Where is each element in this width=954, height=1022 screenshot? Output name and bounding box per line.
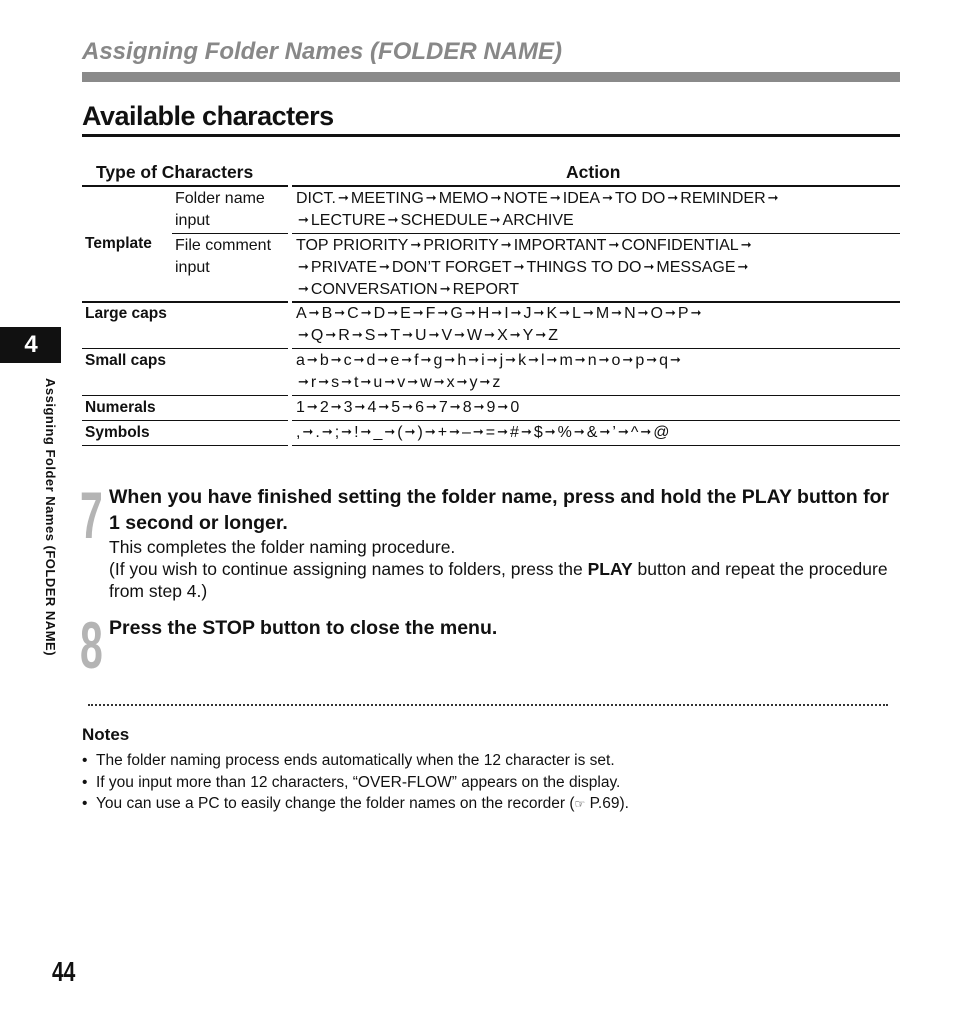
character-item: TO DO <box>615 190 666 207</box>
arrow-right-icon: ➞ <box>298 259 309 274</box>
character-item: z <box>492 374 501 391</box>
character-item: 4 <box>367 399 377 416</box>
action-small-caps <box>296 350 900 394</box>
character-item: 7 <box>438 399 448 416</box>
action-line <box>296 279 900 301</box>
arrow-right-icon: ➞ <box>528 352 539 367</box>
arrow-right-icon: ➞ <box>456 374 468 389</box>
arrow-right-icon: ➞ <box>486 352 498 367</box>
arrow-right-icon: ➞ <box>360 305 372 320</box>
note-page-ref: P.69). <box>585 795 629 812</box>
character-item: LECTURE <box>310 212 386 229</box>
arrow-right-icon: ➞ <box>608 237 620 252</box>
arrow-right-icon: ➞ <box>643 259 655 274</box>
character-item: t <box>354 374 359 391</box>
action-numerals <box>296 397 900 419</box>
arrow-right-icon: ➞ <box>439 281 451 296</box>
arrow-right-icon: ➞ <box>351 327 363 342</box>
arrow-right-icon: ➞ <box>360 374 372 389</box>
character-item: 0 <box>510 399 520 416</box>
note-item: • You can use a PC to easily change the folder names on the recorder (☞ P.69). <box>82 795 629 812</box>
arrow-right-icon: ➞ <box>513 259 525 274</box>
arrow-right-icon: ➞ <box>410 237 422 252</box>
arrow-right-icon: ➞ <box>298 327 309 342</box>
character-item: IDEA <box>562 190 601 207</box>
character-item: # <box>510 424 519 441</box>
arrow-right-icon: ➞ <box>384 424 396 439</box>
character-item: V <box>441 327 453 344</box>
character-item: P <box>677 305 689 322</box>
character-item: ) <box>417 424 423 441</box>
col-header-action: Action <box>566 162 621 182</box>
character-item: K <box>546 305 558 322</box>
arrow-right-icon: ➞ <box>449 399 461 414</box>
arrow-right-icon: ➞ <box>546 352 558 367</box>
step-number-7: 7 <box>80 478 103 552</box>
character-item: CONVERSATION <box>310 281 438 298</box>
character-item: A <box>296 305 307 322</box>
notes-title: Notes <box>82 725 130 744</box>
character-item: Q <box>310 327 324 344</box>
row-divider <box>82 445 288 446</box>
arrow-right-icon: ➞ <box>454 327 466 342</box>
subrow-label-folder-name: Folder name input <box>175 190 265 229</box>
character-item: c <box>343 352 352 369</box>
arrow-right-icon: ➞ <box>740 237 752 252</box>
arrow-right-icon: ➞ <box>437 305 449 320</box>
play-keyword: PLAY <box>587 559 633 579</box>
note-item: • The folder naming process ends automatically when the 12 character is set. <box>82 750 900 772</box>
character-item: i <box>481 352 485 369</box>
character-item: SCHEDULE <box>400 212 488 229</box>
character-item: 5 <box>391 399 401 416</box>
character-item: n <box>587 352 597 369</box>
arrow-right-icon: ➞ <box>598 352 610 367</box>
arrow-right-icon: ➞ <box>306 399 318 414</box>
arrow-right-icon: ➞ <box>428 327 440 342</box>
character-item: @ <box>653 424 670 441</box>
action-line <box>296 303 900 325</box>
arrow-right-icon: ➞ <box>582 305 594 320</box>
action-line <box>296 235 900 257</box>
character-item: L <box>572 305 581 322</box>
character-item: C <box>347 305 359 322</box>
arrow-right-icon: ➞ <box>640 424 652 439</box>
character-item: TOP PRIORITY <box>296 237 409 254</box>
character-item: = <box>485 424 496 441</box>
action-line <box>296 372 900 394</box>
arrow-right-icon: ➞ <box>573 424 585 439</box>
action-line <box>296 397 900 419</box>
character-item: ’ <box>612 424 616 441</box>
arrow-right-icon: ➞ <box>387 305 399 320</box>
character-item: 6 <box>415 399 424 416</box>
character-item: Z <box>548 327 558 344</box>
note-text: The folder naming process ends automatically when the 12 character is set. <box>96 752 615 769</box>
arrow-right-icon: ➞ <box>670 352 681 367</box>
arrow-right-icon: ➞ <box>387 212 399 227</box>
character-item: REPORT <box>452 281 520 298</box>
step-7-line <box>109 558 900 602</box>
action-folder-name <box>296 188 900 232</box>
row-divider <box>292 233 900 234</box>
character-item: U <box>415 327 427 344</box>
arrow-right-icon: ➞ <box>338 190 349 205</box>
character-item: ! <box>354 424 359 441</box>
character-item: $ <box>533 424 543 441</box>
action-large-caps <box>296 303 900 347</box>
action-symbols <box>296 422 900 444</box>
heading-rule <box>82 134 900 137</box>
row-label-small-caps: Small caps <box>85 352 166 369</box>
arrow-right-icon: ➞ <box>479 374 491 389</box>
character-item: e <box>390 352 400 369</box>
arrow-right-icon: ➞ <box>622 352 634 367</box>
row-divider <box>292 420 900 421</box>
character-item: MEETING <box>350 190 424 207</box>
note-text: If you input more than 12 characters, “OVER-FLOW” appears on the display. <box>96 773 621 791</box>
character-item: PRIVATE <box>310 259 377 276</box>
row-label-symbols: Symbols <box>85 424 150 441</box>
character-item: R <box>338 327 350 344</box>
character-item: S <box>364 327 376 344</box>
character-item: + <box>437 424 448 441</box>
character-item: O <box>650 305 663 322</box>
character-item: ^ <box>630 424 639 441</box>
col-header-type: Type of Characters <box>96 162 254 182</box>
page-heading: Available characters <box>82 101 334 131</box>
character-item: g <box>433 352 443 369</box>
character-item: m <box>559 352 573 369</box>
arrow-right-icon: ➞ <box>360 424 372 439</box>
character-item: DICT. <box>296 190 336 207</box>
arrow-right-icon: ➞ <box>412 305 424 320</box>
character-item: D <box>373 305 386 322</box>
arrow-right-icon: ➞ <box>318 374 330 389</box>
arrow-right-icon: ➞ <box>306 352 318 367</box>
arrow-right-icon: ➞ <box>298 374 309 389</box>
arrow-right-icon: ➞ <box>665 305 676 320</box>
step-8-title-text: Press the <box>109 617 203 639</box>
notes-list <box>82 750 900 816</box>
character-item: u <box>373 374 383 391</box>
step-7-title-text: button for 1 second or longer. <box>109 486 890 534</box>
arrow-right-icon: ➞ <box>404 424 416 439</box>
character-item: % <box>557 424 572 441</box>
arrow-right-icon: ➞ <box>402 399 414 414</box>
arrow-right-icon: ➞ <box>767 190 779 205</box>
step-7-line: This completes the folder naming procedure. <box>109 537 456 557</box>
arrow-right-icon: ➞ <box>449 424 460 439</box>
character-item: CONFIDENTIAL <box>621 237 739 254</box>
arrow-right-icon: ➞ <box>384 374 396 389</box>
arrow-right-icon: ➞ <box>535 327 547 342</box>
character-item: b <box>319 352 329 369</box>
character-item: E <box>400 305 411 322</box>
action-line <box>296 350 900 372</box>
arrow-right-icon: ➞ <box>549 190 561 205</box>
character-item: H <box>477 305 490 322</box>
arrow-right-icon: ➞ <box>617 424 629 439</box>
character-item: k <box>518 352 527 369</box>
character-item: y <box>469 374 478 391</box>
character-item: s <box>331 374 340 391</box>
row-divider <box>82 348 288 349</box>
character-item: NOTE <box>503 190 548 207</box>
character-item: M <box>595 305 610 322</box>
arrow-right-icon: ➞ <box>353 352 365 367</box>
character-item: r <box>310 374 317 391</box>
arrow-right-icon: ➞ <box>473 399 485 414</box>
character-item: N <box>624 305 636 322</box>
character-item: ARCHIVE <box>502 212 574 229</box>
arrow-right-icon: ➞ <box>341 374 353 389</box>
arrow-right-icon: ➞ <box>520 424 532 439</box>
character-item: 8 <box>462 399 472 416</box>
character-item: DON’T FORGET <box>391 259 512 276</box>
arrow-right-icon: ➞ <box>533 305 545 320</box>
arrow-right-icon: ➞ <box>425 399 437 414</box>
arrow-right-icon: ➞ <box>468 352 480 367</box>
arrow-right-icon: ➞ <box>378 399 390 414</box>
stop-keyword: STOP <box>202 617 255 639</box>
arrow-right-icon: ➞ <box>425 190 437 205</box>
arrow-right-icon: ➞ <box>637 305 649 320</box>
arrow-right-icon: ➞ <box>737 259 749 274</box>
arrow-right-icon: ➞ <box>379 259 390 274</box>
arrow-right-icon: ➞ <box>330 399 342 414</box>
step-7-body <box>109 536 900 602</box>
step-7-title <box>109 484 900 536</box>
character-item: PRIORITY <box>423 237 499 254</box>
arrow-right-icon: ➞ <box>500 237 512 252</box>
character-item: p <box>635 352 645 369</box>
arrow-right-icon: ➞ <box>298 212 309 227</box>
character-item: x <box>446 374 455 391</box>
arrow-right-icon: ➞ <box>611 305 623 320</box>
character-item: G <box>450 305 463 322</box>
character-item: W <box>467 327 483 344</box>
character-item: . <box>315 424 320 441</box>
arrow-right-icon: ➞ <box>510 305 522 320</box>
dotted-separator <box>88 704 888 706</box>
arrow-right-icon: ➞ <box>667 190 679 205</box>
section-bar <box>82 72 900 82</box>
row-label-large-caps: Large caps <box>85 305 167 322</box>
character-item: REMINDER <box>680 190 766 207</box>
arrow-right-icon: ➞ <box>497 399 509 414</box>
arrow-right-icon: ➞ <box>325 327 337 342</box>
character-item: ( <box>397 424 403 441</box>
arrow-right-icon: ➞ <box>497 424 509 439</box>
character-item: IMPORTANT <box>513 237 607 254</box>
arrow-right-icon: ➞ <box>298 281 309 296</box>
arrow-right-icon: ➞ <box>354 399 366 414</box>
arrow-right-icon: ➞ <box>308 305 320 320</box>
character-item: 9 <box>486 399 496 416</box>
arrow-right-icon: ➞ <box>472 424 484 439</box>
arrow-right-icon: ➞ <box>444 352 456 367</box>
pointing-hand-icon: ☞ <box>574 797 586 811</box>
arrow-right-icon: ➞ <box>341 424 353 439</box>
arrow-right-icon: ➞ <box>334 305 346 320</box>
character-item: T <box>390 327 401 344</box>
step-7-text: (If you wish to continue assigning names to folders, press the <box>109 559 588 579</box>
character-item: J <box>523 305 532 322</box>
arrow-right-icon: ➞ <box>401 352 413 367</box>
arrow-right-icon: ➞ <box>574 352 586 367</box>
row-divider <box>172 233 288 234</box>
action-line <box>296 325 900 347</box>
row-label-template: Template <box>85 235 152 252</box>
page-number: 44 <box>52 956 76 987</box>
arrow-right-icon: ➞ <box>321 424 333 439</box>
character-item: – <box>461 424 471 441</box>
arrow-right-icon: ➞ <box>491 305 503 320</box>
note-item: • If you input more than 12 characters, “OVER-FLOW” appears on the display. <box>82 772 900 794</box>
arrow-right-icon: ➞ <box>464 305 476 320</box>
subrow-label-file-comment: File comment input <box>175 237 272 276</box>
arrow-right-icon: ➞ <box>559 305 571 320</box>
character-item: X <box>497 327 508 344</box>
character-item: h <box>457 352 467 369</box>
character-item: I <box>504 305 509 322</box>
arrow-right-icon: ➞ <box>490 190 502 205</box>
action-line <box>296 188 900 210</box>
step-7-title-text: When you have finished setting the folder name, press and hold the <box>109 486 742 508</box>
character-item: B <box>321 305 333 322</box>
section-title: Assigning Folder Names (FOLDER NAME) <box>82 38 563 65</box>
arrow-right-icon: ➞ <box>420 352 432 367</box>
character-item: F <box>425 305 436 322</box>
step-7-text: button and repeat the procedure from step 4.) <box>109 559 888 601</box>
character-item: THINGS TO DO <box>526 259 642 276</box>
arrow-right-icon: ➞ <box>505 352 517 367</box>
step-8-title <box>109 615 900 641</box>
arrow-right-icon: ➞ <box>509 327 521 342</box>
row-divider <box>292 445 900 446</box>
row-divider <box>82 395 288 396</box>
arrow-right-icon: ➞ <box>602 190 613 205</box>
arrow-right-icon: ➞ <box>377 327 389 342</box>
character-item: 2 <box>319 399 329 416</box>
character-item: o <box>611 352 621 369</box>
arrow-right-icon: ➞ <box>433 374 445 389</box>
character-item: 3 <box>343 399 353 416</box>
character-item: _ <box>373 424 383 441</box>
action-line <box>296 257 900 279</box>
chapter-side-label: Assigning Folder Names (FOLDER NAME) <box>43 378 58 657</box>
row-divider <box>82 420 288 421</box>
arrow-right-icon: ➞ <box>407 374 419 389</box>
arrow-right-icon: ➞ <box>330 352 342 367</box>
character-item: w <box>420 374 432 391</box>
character-item: ; <box>334 424 340 441</box>
character-item: a <box>296 352 305 369</box>
play-keyword: PLAY <box>741 486 792 508</box>
character-item: MEMO <box>438 190 489 207</box>
character-item: l <box>540 352 545 369</box>
arrow-right-icon: ➞ <box>646 352 658 367</box>
character-item: d <box>366 352 376 369</box>
arrow-right-icon: ➞ <box>424 424 436 439</box>
action-file-comment <box>296 235 900 301</box>
character-item: v <box>397 374 406 391</box>
row-label-numerals: Numerals <box>85 399 156 416</box>
arrow-right-icon: ➞ <box>690 305 702 320</box>
header-rule-right <box>292 185 900 187</box>
arrow-right-icon: ➞ <box>402 327 413 342</box>
note-text: You can use a PC to easily change the folder names on the recorder ( <box>96 795 575 812</box>
arrow-right-icon: ➞ <box>484 327 496 342</box>
arrow-right-icon: ➞ <box>599 424 611 439</box>
character-item: f <box>414 352 419 369</box>
character-item: q <box>659 352 669 369</box>
character-item: , <box>296 424 301 441</box>
arrow-right-icon: ➞ <box>489 212 501 227</box>
character-item: MESSAGE <box>656 259 736 276</box>
chapter-tab: 4 <box>0 327 61 363</box>
character-item: 1 <box>296 399 305 416</box>
arrow-right-icon: ➞ <box>302 424 314 439</box>
step-number-8: 8 <box>80 608 103 682</box>
action-line <box>296 210 900 232</box>
step-8-title-text: button to close the menu. <box>254 617 498 639</box>
character-item: j <box>499 352 504 369</box>
action-line <box>296 422 900 444</box>
character-item: Y <box>522 327 534 344</box>
arrow-right-icon: ➞ <box>544 424 556 439</box>
arrow-right-icon: ➞ <box>377 352 389 367</box>
character-item: & <box>586 424 598 441</box>
header-rule-left <box>82 185 288 187</box>
